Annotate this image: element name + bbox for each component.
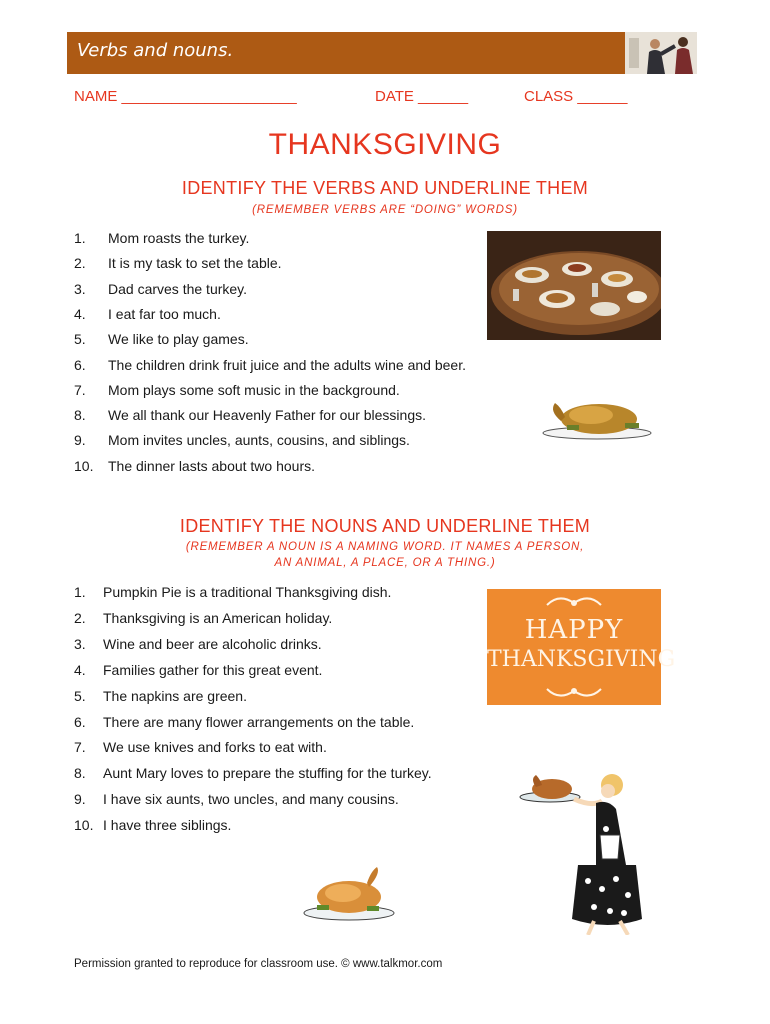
happy-thanksgiving-card — [487, 589, 676, 705]
noun-sentence-item-text: Aunt Mary loves to prepare the stuffing for the turkey. — [103, 765, 432, 782]
verb-sentence-item-text: It is my task to set the table. — [108, 255, 282, 272]
noun-sentence-item-text: There are many flower arrangements on the table. — [103, 713, 415, 730]
woman-serving-turkey-illustration — [516, 769, 646, 935]
noun-sentence-item-number: 2. — [74, 609, 86, 626]
noun-sentence-item-number: 6. — [74, 713, 86, 730]
card-line-thanksgiving: THANKSGIVING — [487, 647, 676, 672]
verbs-note: (REMEMBER VERBS ARE “DOING” WORDS) — [252, 204, 518, 216]
noun-sentence-item-number: 5. — [74, 687, 86, 704]
page-title: THANKSGIVING — [268, 128, 502, 161]
nouns-heading: IDENTIFY THE NOUNS AND UNDERLINE THEM — [179, 516, 591, 536]
verb-sentence-item-text: We all thank our Heavenly Father for our blessings. — [108, 407, 427, 424]
name-field-label: NAME _____________________ — [74, 88, 297, 105]
noun-sentence-item-text: Wine and beer are alcoholic drinks. — [103, 635, 322, 652]
date-field-label: DATE ______ — [375, 88, 469, 105]
verb-sentence-item-number: 3. — [74, 280, 86, 297]
verb-sentence-item-text: I eat far too much. — [108, 305, 221, 322]
verb-sentence-item-number: 6. — [74, 356, 86, 373]
verb-sentence-item-text: Mom plays some soft music in the background. — [108, 381, 400, 398]
verb-sentence-item-text: Dad carves the turkey. — [108, 280, 248, 297]
verb-sentence-item-number: 5. — [74, 331, 86, 348]
verb-sentence-item-text: We like to play games. — [108, 331, 249, 348]
verb-sentence-item-number: 2. — [74, 255, 86, 272]
noun-sentence-item-text: We use knives and forks to eat with. — [103, 739, 327, 756]
roast-turkey-icon — [541, 395, 653, 441]
footer-permission: Permission granted to reproduce for classroom use. © www.talkmor.com — [74, 958, 443, 970]
card-line-happy: HAPPY — [524, 615, 624, 645]
noun-sentence-item-number: 4. — [74, 661, 86, 678]
noun-sentence-item-number: 8. — [74, 765, 86, 782]
noun-sentence-item-number: 3. — [74, 635, 86, 652]
class-field-label: CLASS ______ — [524, 88, 628, 105]
dinner-table-photo — [487, 231, 661, 340]
noun-sentence-item-number: 1. — [74, 584, 86, 600]
verb-sentence-item-number: 4. — [74, 305, 86, 322]
nouns-note-line1: (REMEMBER A NOUN IS A NAMING WORD. IT NAMES A PERSON, — [185, 541, 585, 553]
verb-sentence-item-text: The children drink fruit juice and the adults wine and beer. — [108, 356, 466, 373]
verb-sentence-item-number: 1. — [74, 230, 86, 246]
noun-sentence-item-number: 9. — [74, 791, 86, 808]
noun-sentence-item-text: I have three siblings. — [103, 817, 232, 834]
verb-sentence-item-number: 7. — [74, 381, 86, 398]
verb-sentence-item-text: Mom roasts the turkey. — [108, 230, 250, 246]
verb-sentence-item-text: The dinner lasts about two hours. — [108, 457, 316, 474]
noun-sentence-item-text: Pumpkin Pie is a traditional Thanksgiving dish. — [103, 584, 392, 600]
turkey-platter-icon — [303, 865, 395, 921]
noun-sentence-item-text: I have six aunts, two uncles, and many cousins. — [103, 791, 399, 808]
verb-sentence-item-text: Mom invites uncles, aunts, cousins, and siblings. — [108, 432, 410, 449]
noun-sentence-item-text: The napkins are green. — [103, 687, 247, 704]
noun-sentence-item-number: 10. — [74, 817, 94, 834]
noun-sentence-item-text: Thanksgiving is an American holiday. — [103, 609, 333, 626]
verb-sentence-item-number: 8. — [74, 407, 86, 424]
teacher-photo — [625, 32, 697, 74]
header-banner — [67, 32, 697, 74]
nouns-note-line2: AN ANIMAL, A PLACE, OR A THING.) — [274, 557, 496, 569]
verb-sentence-item-number: 10. — [74, 457, 94, 474]
verbs-heading: IDENTIFY THE VERBS AND UNDERLINE THEM — [181, 178, 589, 198]
noun-sentence-item-number: 7. — [74, 739, 86, 756]
banner-title: Verbs and nouns. — [77, 40, 234, 61]
noun-sentence-item-text: Families gather for this great event. — [103, 661, 323, 678]
verb-sentence-item-number: 9. — [74, 432, 86, 449]
